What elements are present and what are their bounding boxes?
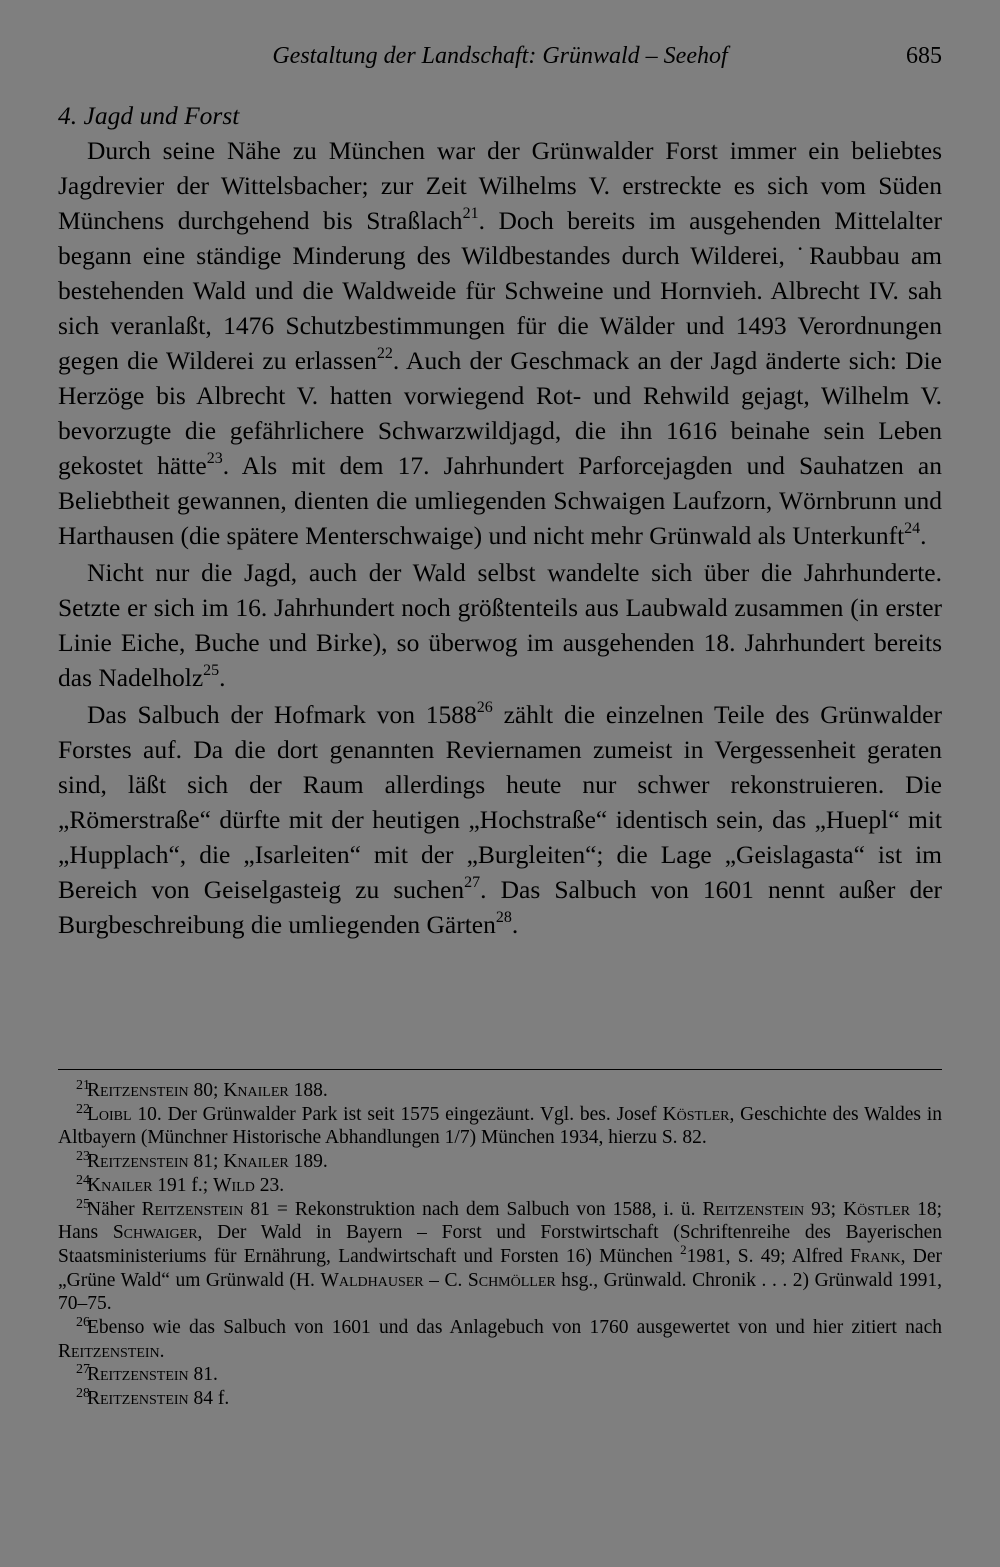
- paragraph-1: [58, 133, 942, 553]
- author-name: Waldhauser: [320, 1269, 424, 1291]
- footnote-ref: 23: [206, 450, 223, 467]
- footnote-text: 18; Hans: [58, 1198, 942, 1244]
- paragraph-text: Das Salbuch der Hofmark von 1588: [87, 700, 477, 729]
- footnote-text: , Geschichte des Waldes in Altbayern (Münchner Historische Abhandlungen 1/7) München 1934, hierzu S. 82.: [58, 1103, 942, 1149]
- author-name: Reitzenstein: [87, 1080, 189, 1101]
- footnote-text: 81 = Rekonstruktion nach dem Salbuch von 1588, i. ü.: [243, 1198, 703, 1220]
- author-name: Knailer: [223, 1151, 289, 1173]
- footnote-ref: 21: [462, 205, 479, 222]
- paragraph-text: .: [511, 910, 519, 939]
- author-name: Frank: [850, 1245, 901, 1267]
- author-name: Köstler: [662, 1103, 730, 1125]
- paragraph-text: zählt die einzelnen Teile des Grünwalder Forstes auf. Da die dort genannten Reviernamen zumeist in Vergessenheit geraten sind, läßt sich der Raum allerdings heute nur schwer rekonstruieren. Die „Römerstraße“ dürfte mit der heutigen „Hochstraße“ identisch sein, das „Huepl“ mit „Hupplach“, die „Isarleiten“ mit der „Burgleiten“; die Lage „Geislagasta“ ist im Bereich von Geiselgasteig zu suchen: [58, 700, 942, 904]
- author-name: Reitzenstein: [87, 1388, 189, 1410]
- author-name: Reitzenstein: [87, 1151, 189, 1173]
- author-name: Reitzenstein: [141, 1198, 244, 1220]
- paragraph-text: Durch seine Nähe zu München war der Grünwalder Forst immer ein beliebtes Jagdrevier der Wittelsbacher; zur Zeit Wilhelms V. erstreckte es sich vom Süden Münchens durchgehend bis Straßlach: [58, 136, 942, 235]
- edition-superscript: 2: [680, 1241, 687, 1257]
- footnote-text: Ebenso wie das Salbuch von 1601 und das Anlagebuch von 1760 ausgewertet von und hier zitiert nach: [87, 1317, 942, 1339]
- paragraph-text: . Doch bereits im ausgehenden Mittelalter begann eine ständige Minderung des Wildbestandes durch Wilderei, ˙Raubbau am bestehenden Wald und die Waldweide für Schweine und Hornvieh. Albrecht IV. sah sich veranlaßt, 1476 Schutzbestimmungen für die Wälder und 1493 Verordnungen gegen die Wilderei zu erlassen: [58, 206, 942, 375]
- footnote-22: 22Loibl 10. Der Grünwalder Park ist seit 1575 eingezäunt. Vgl. bes. Josef Köstler, Geschichte des Waldes in Altbayern (Münchner Historische Abhandlungen 1/7) München 1934, hierzu S. 82.: [58, 1101, 942, 1149]
- author-name: Knailer: [87, 1174, 153, 1196]
- author-name: Wild: [213, 1174, 255, 1196]
- paragraph-text: . Als mit dem 17. Jahrhundert Parforcejagden und Sauhatzen an Beliebtheit gewannen, dienten die umliegenden Schwaigen Laufzorn, Wörnbrunn und Harthausen (die spätere Menterschwaige) und nicht mehr Grünwald als Unterkunft: [58, 451, 942, 550]
- footnote-21: 21Reitzenstein 80; Knailer 188.: [76, 1078, 328, 1101]
- paragraph-3: [58, 697, 942, 942]
- footnote-text: 10. Der Grünwalder Park ist seit 1575 eingezäunt. Vgl. bes. Josef: [131, 1103, 663, 1125]
- footnote-text: 81;: [188, 1151, 224, 1173]
- footnote-text: 191 f.;: [152, 1174, 214, 1196]
- footnote-ref: 22: [376, 345, 393, 362]
- footnote-text: , Der „Grüne Wald“ um Grünwald (H.: [58, 1245, 942, 1291]
- paragraph-text: .: [219, 663, 226, 692]
- footnote-25: 25Näher Reitzenstein 81 = Rekonstruktion nach dem Salbuch von 1588, i. ü. Reitzenstein 93; Köstler 18; Hans Schwaiger, Der Wald in Bayern – Forst und Forstwirtschaft (Schriftenreihe des Bayerischen Staatsministeriums für Ernährung, Landwirtschaft und Forsten 16) München $^2$1981, S. 49; Alfred Frank, Der „Grüne Wald“ um Grünwald (H. Waldhauser – C. Schmöller hsg., Grünwald. Chronik . . . 2) Grünwald 1991, 70–75.: [58, 1196, 942, 1315]
- author-name: Schmöller: [467, 1269, 556, 1291]
- footnote-ref: 24: [904, 520, 921, 537]
- footnote-text: 81.: [188, 1364, 218, 1386]
- paragraph-text: . Das Salbuch von 1601 nennt außer der Burgbeschreibung die umliegenden Gärten: [58, 875, 943, 939]
- section-heading: 4. Jagd und Forst: [58, 101, 240, 130]
- author-name: Reitzenstein: [58, 1340, 160, 1362]
- footnote-ref: 25: [203, 662, 220, 679]
- footnote-text: 189.: [288, 1151, 328, 1173]
- footnote-text: – C.: [423, 1269, 468, 1291]
- footnote-ref: 28: [495, 909, 512, 926]
- footnote-23: 23Reitzenstein 81; Knailer 189.: [76, 1149, 328, 1173]
- footnote-text: 188.: [288, 1080, 328, 1101]
- footnote-text: Näher: [87, 1198, 142, 1220]
- author-name: Knailer: [223, 1080, 289, 1101]
- running-head: [58, 36, 942, 76]
- main-text: [58, 98, 942, 942]
- footnote-24: 24Knailer 191 f.; Wild 23.: [76, 1172, 285, 1196]
- footnote-text: 23.: [254, 1174, 285, 1196]
- footnotes: [58, 1079, 942, 1411]
- author-name: Reitzenstein: [87, 1364, 189, 1386]
- footnote-text: 84 f.: [188, 1388, 230, 1410]
- footnote-27: 27Reitzenstein 81.: [76, 1362, 218, 1386]
- footnote-text: .: [159, 1340, 165, 1362]
- footnote-28: 28Reitzenstein 84 f.: [76, 1386, 230, 1410]
- footnote-text: 80;: [188, 1080, 224, 1101]
- author-name: Köstler: [843, 1198, 911, 1220]
- footnote-ref: 26: [476, 699, 493, 716]
- page-number: 685: [906, 43, 942, 69]
- footnote-text: 93;: [804, 1198, 844, 1220]
- paragraph-2: [58, 555, 942, 695]
- footnote-separator: [58, 1069, 942, 1070]
- footnote-text: , Der Wald in Bayern – Forst und Forstwirtschaft (Schriftenreihe des Bayerischen Staatsministeriums für Ernährung, Landwirtschaft und Forsten 16) München: [58, 1222, 942, 1267]
- footnote-26: 26Ebenso wie das Salbuch von 1601 und das Anlagebuch von 1760 ausgewertet von und hier zitiert nach Reitzenstein.: [58, 1315, 942, 1362]
- footnote-ref: 27: [464, 874, 481, 891]
- running-head-title: Gestaltung der Landschaft: Grünwald – Seehof: [272, 43, 728, 69]
- author-name: Loibl: [87, 1103, 132, 1125]
- footnote-text: 1981, S. 49; Alfred: [686, 1245, 851, 1267]
- footnote-text: hsg., Grünwald. Chronik . . . 2) Grünwald 1991, 70–75.: [58, 1269, 942, 1315]
- author-name: Schwaiger: [112, 1222, 198, 1244]
- paragraph-text: . Auch der Geschmack an der Jagd änderte sich: Die Herzöge bis Albrecht V. hatten vorwiegend Rot- und Rehwild gejagt, Wilhelm V. bevorzugte die gefährlichere Schwarzwildjagd, die ihn 1616 beinahe sein Leben gekostet hätte: [58, 346, 942, 480]
- author-name: Reitzenstein: [702, 1198, 805, 1220]
- paragraph-text: .: [920, 521, 927, 550]
- paragraph-text: Nicht nur die Jagd, auch der Wald selbst wandelte sich über die Jahrhunderte. Setzte er sich im 16. Jahrhundert noch größtenteils aus Laubwald zusammen (in erster Linie Eiche, Buche und Birke), so überwog im ausgehenden 18. Jahrhundert bereits das Nadelholz: [58, 558, 942, 692]
